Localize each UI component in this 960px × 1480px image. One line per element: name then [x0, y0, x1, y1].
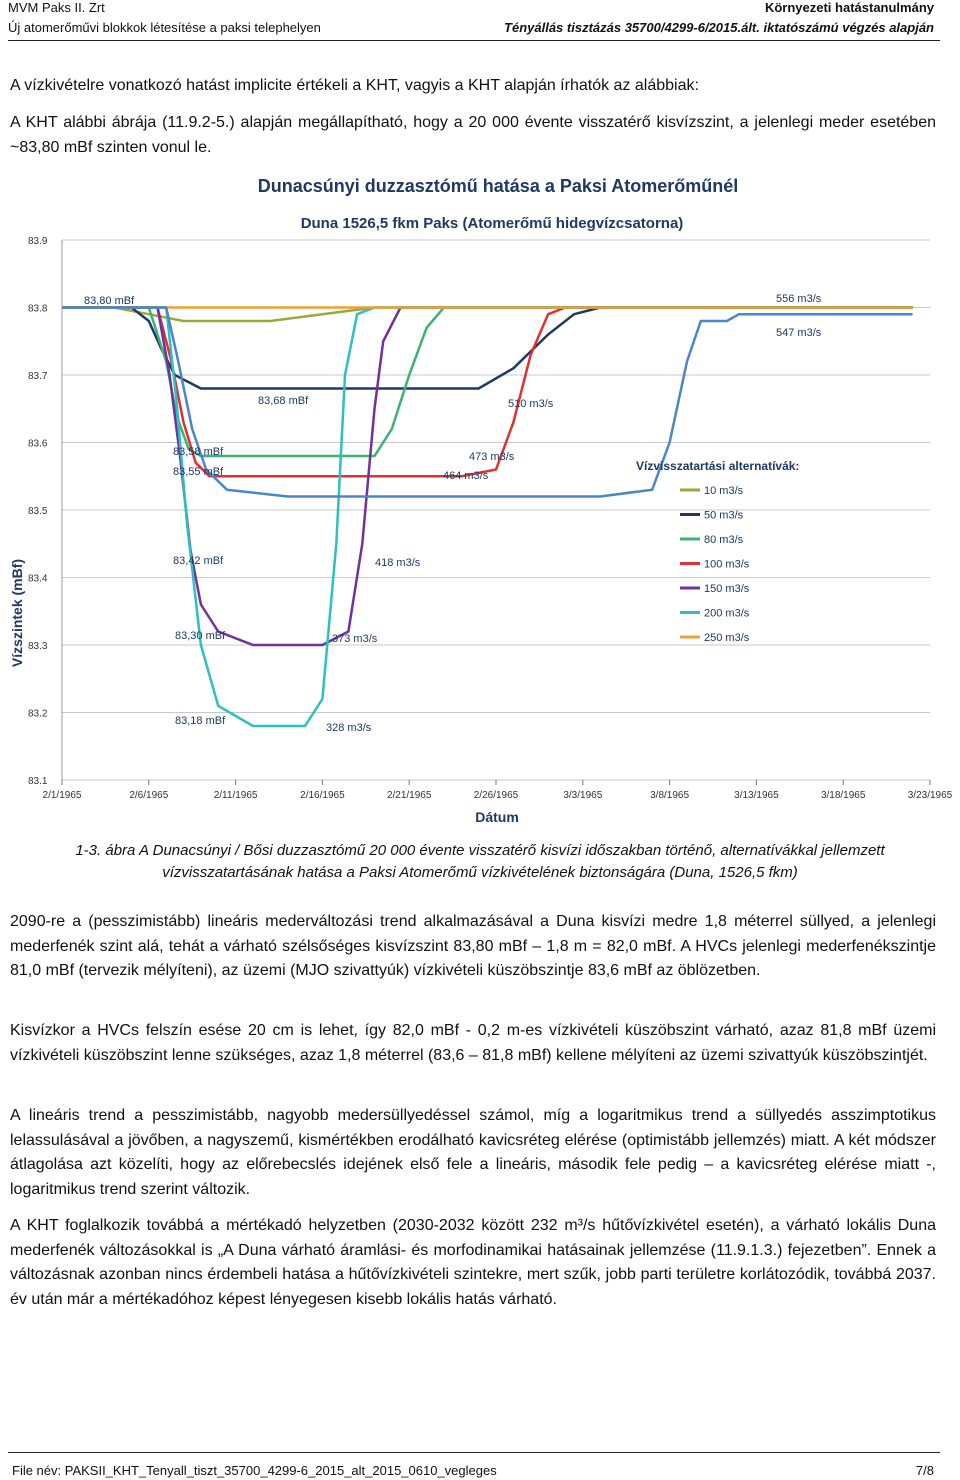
chart-title: Dunacsúnyi duzzasztómű hatása a Paksi Atomerőműnél	[257, 176, 739, 196]
y-tick-label: 83.7	[28, 371, 48, 382]
body-paragraph-1: 2090-re a (pesszimistább) lineáris mederváltozási trend alkalmazásával a Duna kisvízi medre 1,8 méterrel süllyed, a jelenlegi mederfenék szint alá, tehát a várható szélsőséges kisvízszint 83,80 mBf – 1,8 m = 82,0 mBf. A HVCs jelenlegi mederfenékszintje 81,0 mBf (tervezik mélyíteni), az üzemi (MJO szivattyúk) vízkivételi küszöbszintje 83,6 mBf az öblözetben.	[10, 913, 936, 979]
x-tick-label: 2/1/1965	[42, 790, 82, 801]
y-axis-label: Vízszintek (mBf)	[9, 558, 25, 668]
x-tick-label: 3/13/1965	[734, 790, 779, 801]
annotation-label: 83,55 mBf	[173, 466, 224, 478]
header-doc-type: Környezeti hatástanulmány	[764, 0, 934, 15]
x-tick-label: 2/16/1965	[300, 790, 345, 801]
annotation-label: 83,30 mBf	[175, 630, 226, 642]
annotation-label: 464 m3/s	[443, 470, 489, 482]
annotation-label: 510 m3/s	[508, 398, 554, 410]
series-line-200-m3-s	[62, 308, 913, 727]
chart-subtitle: Duna 1526,5 fkm Paks (Atomerőmű hidegvízcsatorna)	[300, 215, 684, 232]
y-tick-label: 83.9	[28, 236, 48, 247]
x-tick-label: 2/6/1965	[129, 790, 169, 801]
annotation-label: 83,42 mBf	[173, 555, 224, 567]
body-paragraph-3: A lineáris trend a pesszimistább, nagyobb medersüllyedéssel számol, míg a logaritmikus trend a süllyedés asszimptotikus lelassulásával a jövőben, a nagyszemű, kismértékben erodálható kavicsréteg elérése (optimistább jellemzés) miatt. A két módszer átlagolása azt közelíti, hogy az előrebecslés idejének első fele a lineáris, második fele pedig – a kavicsréteg elérése miatt -, logaritmikus trend szerint változik.	[10, 1107, 936, 1198]
body-paragraph-2: Kisvízkor a HVCs felszín esése 20 cm is lehet, így 82,0 mBf - 0,2 m-es vízkivételi küszöbszint várható, azaz 81,8 mBf üzemi vízkivételi küszöbszint lenne szükséges, azaz 1,8 méterrel (83,6 – 81,8 mBf) kellene mélyíteni az üzemi szivattyúk küszöbszintjét.	[10, 1022, 936, 1064]
annotation-label: 83,58 mBf	[173, 446, 224, 458]
annotation-label: 83,68 mBf	[258, 395, 309, 407]
annotation-label: 83,80 mBf	[84, 295, 135, 307]
y-tick-label: 83.5	[28, 506, 48, 517]
header-company: MVM Paks II. Zrt	[8, 0, 105, 15]
x-tick-label: 2/21/1965	[386, 790, 432, 801]
footer-page-number: 7/8	[915, 1463, 934, 1478]
header-doc-ref: Tényállás tisztázás 35700/4299-6/2015.ált. iktatószámú végzés alapján	[504, 20, 934, 35]
y-tick-label: 83.4	[28, 573, 48, 585]
annotation-label: 473 m3/s	[469, 451, 515, 463]
y-axis-ticks	[28, 236, 48, 787]
page-footer	[8, 1452, 940, 1478]
y-tick-label: 83.3	[28, 641, 48, 652]
legend-label: 150 m3/s	[704, 583, 750, 595]
y-tick-label: 83.2	[28, 708, 48, 720]
figure-caption: 1-3. ábra A Dunacsúnyi / Bősi duzzasztómű 20 000 évente visszatérő kisvízi időszakban történő, alternatívákkal jellemzett vízvisszatartásának hatása a Paksi Atomerőmű vízkivételének biztonságára (Duna, 1526,5 fkm)	[75, 842, 885, 881]
legend-label: 200 m3/s	[704, 607, 750, 620]
annotation-label: 373 m3/s	[332, 633, 378, 645]
annotation-label: 83,18 mBf	[175, 715, 226, 727]
x-tick-label: 3/18/1965	[820, 790, 866, 801]
intro-paragraph-1: A vízkivételre vonatkozó hatást implicite értékeli a KHT, vagyis a KHT alapján írhatók az alábbiak:	[10, 77, 699, 94]
chart-legend	[636, 459, 799, 644]
legend-title: Vízvisszatartási alternatívák:	[636, 459, 800, 473]
x-tick-label: 3/8/1965	[650, 790, 690, 801]
legend-label: 80 m3/s	[704, 534, 744, 546]
body-paragraph-4: A KHT foglalkozik továbbá a mértékadó helyzetben (2030-2032 között 232 m³/s hűtővízkivétel esetén), a várható lokális Duna mederfenék változásokkal is „A Duna várható áramlási- és morfodinamikai hatásainak jellemzése (11.9.1.3.) fejezetben”. Ennek a változásnak azonban nincs érdembeli hatása a hűtővízkivételi szintekre, mert szűk, jobb parti területre korlátozódik, továbbá 2037. év után már a mértékadóhoz képest lényegesen kisebb lokális hatás várható.	[10, 1217, 936, 1308]
legend-label: 10 m3/s	[704, 485, 744, 497]
footer-filename: File név: PAKSII_KHT_Tenyall_tiszt_35700_4299-6_2015_alt_2015_0610_vegleges	[12, 1463, 497, 1478]
legend-label: 250 m3/s	[704, 632, 750, 644]
x-tick-label: 2/26/1965	[473, 790, 519, 801]
annotation-label: 418 m3/s	[375, 557, 421, 569]
x-tick-label: 3/23/1965	[907, 790, 953, 801]
y-tick-label: 83.1	[28, 776, 48, 787]
x-tick-label: 2/11/1965	[213, 790, 258, 801]
x-tick-label: 3/3/1965	[563, 790, 603, 801]
header-project: Új atomerőművi blokkok létesítése a paksi telephelyen	[8, 20, 321, 35]
series-line-50-m3-s	[62, 308, 913, 389]
annotation-label: 328 m3/s	[326, 722, 372, 734]
legend-label: 50 m3/s	[704, 509, 744, 522]
annotation-label: 547 m3/s	[776, 327, 822, 339]
y-tick-label: 83.6	[28, 438, 48, 450]
x-axis-ticks	[43, 780, 953, 801]
annotation-label: 556 m3/s	[776, 293, 822, 305]
y-tick-label: 83.8	[28, 303, 48, 315]
legend-label: 100 m3/s	[704, 558, 750, 571]
water-level-chart	[0, 168, 960, 832]
x-axis-label: Dátum	[475, 809, 519, 825]
intro-paragraph-2: A KHT alábbi ábrája (11.9.2-5.) alapján megállapítható, hogy a 20 000 évente visszatérő kisvízszint, a jelenlegi meder esetében ~83,80 mBf szinten vonul le.	[10, 114, 936, 156]
page-header	[8, 0, 940, 41]
chart-series-lines	[62, 308, 913, 727]
